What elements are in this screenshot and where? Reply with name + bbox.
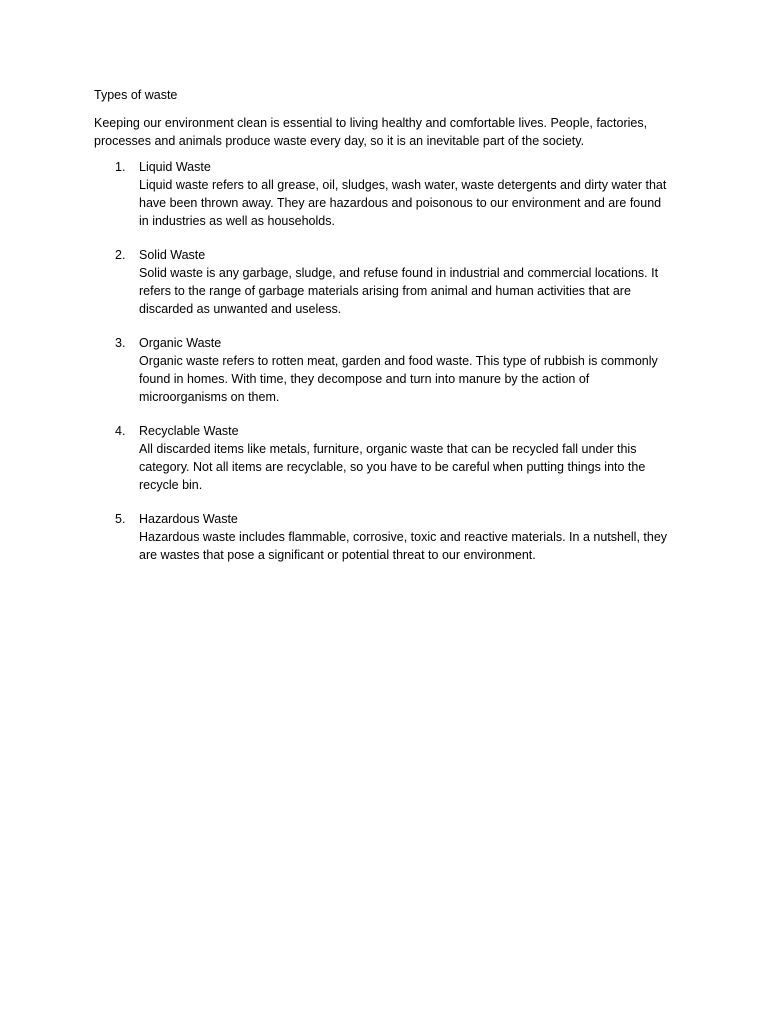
- list-item-number: 4.: [115, 424, 126, 438]
- waste-types-list: [94, 158, 684, 564]
- intro-paragraph: Keeping our environment clean is essential to living healthy and comfortable lives. People, factories, processes and animals produce waste every day, so it is an inevitable part of the society.: [94, 116, 648, 148]
- list-item-heading: Hazardous Waste: [139, 512, 238, 526]
- list-item-number: 5.: [115, 512, 126, 526]
- document-content: [94, 86, 684, 580]
- document-title: Types of waste: [94, 88, 178, 102]
- list-item-liquid-waste: [94, 158, 684, 230]
- list-item-number: 3.: [115, 336, 126, 350]
- list-item-hazardous-waste: [94, 510, 684, 564]
- list-item-heading: Liquid Waste: [139, 160, 211, 174]
- list-item-body: Liquid waste refers to all grease, oil, sludges, wash water, waste detergents and dirty water that have been thrown away. They are hazardous and poisonous to our environment and are found in industries as well as households.: [139, 178, 667, 228]
- list-item-body: Hazardous waste includes flammable, corrosive, toxic and reactive materials. In a nutshell, they are wastes that pose a significant or potential threat to our environment.: [139, 530, 668, 562]
- list-item-body: Solid waste is any garbage, sludge, and refuse found in industrial and commercial locations. It refers to the range of garbage materials arising from animal and human activities that are discarded as unwanted and useless.: [139, 266, 659, 316]
- list-item-body: All discarded items like metals, furniture, organic waste that can be recycled fall under this category. Not all items are recyclable, so you have to be careful when putting things into the recycle bin.: [139, 442, 646, 492]
- list-item-heading: Solid Waste: [139, 248, 206, 262]
- list-item-heading: Recyclable Waste: [139, 424, 239, 438]
- list-item-organic-waste: [94, 334, 684, 406]
- list-item-recyclable-waste: [94, 422, 684, 494]
- list-item-body: Organic waste refers to rotten meat, garden and food waste. This type of rubbish is commonly found in homes. With time, they decompose and turn into manure by the action of microorganisms on them.: [139, 354, 658, 404]
- list-item-number: 2.: [115, 248, 126, 262]
- list-item-heading: Organic Waste: [139, 336, 222, 350]
- list-item-solid-waste: [94, 246, 684, 318]
- list-item-number: 1.: [115, 160, 126, 174]
